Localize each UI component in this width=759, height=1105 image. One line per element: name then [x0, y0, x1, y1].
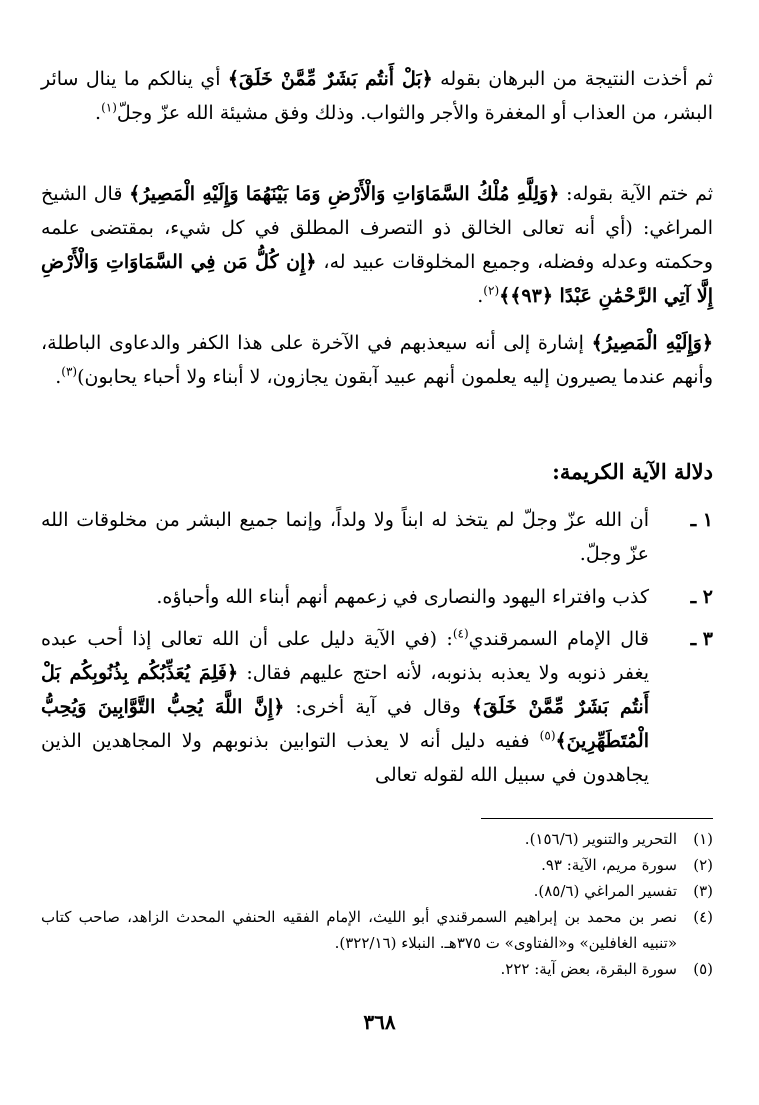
- footnote-text: نصر بن محمد بن إبراهيم السمرقندي أبو الليث، الإمام الفقيه الحنفي المحدث الزاهد، صاحب كتاب «تنبيه الغافلين» و«الفتاوى» ت ٣٧٥هـ. النبلاء (٣٢٢/١٦).: [41, 908, 677, 952]
- quran-verse: ﴿إِن كُلُّ مَن فِي السَّمَاوَاتِ وَالْأَرْضِ إِلَّا آتِي الرَّحْمَٰنِ عَبْدًا ﴿٩٣﴾﴾: [41, 251, 713, 307]
- footnote-text: تفسير المراغي (٨٥/٦).: [533, 882, 677, 900]
- list-item-number: ١ ـ: [690, 509, 713, 531]
- paragraph-end: .: [55, 366, 62, 388]
- quran-verse: ﴿وَإِلَيْهِ الْمَصِيرُ﴾: [591, 332, 713, 354]
- paragraph-2: [41, 177, 713, 313]
- list-item-text: [41, 622, 649, 792]
- paragraph-1: [41, 62, 713, 130]
- list-item-text-part: وقال في آية أخرى:: [284, 696, 472, 718]
- paragraph-text: قال الشيخ المراغي: (أي أنه تعالى الخالق ذو التصرف المطلق في كل شيء، بمقتضى علمه وحكمته وعدله وفضله، وجميع المخلوقات عبيد له،: [41, 183, 713, 273]
- list-item-text-part: قال الإمام السمرقندي: [468, 628, 649, 650]
- footnote-number: (١): [693, 830, 713, 848]
- paragraph-text: إشارة إلى أنه سيعذبهم في الآخرة على هذا الكفر والدعاوى الباطلة، وأنهم عندما يصيرون إليه يعلمون أنهم عبيد آبقون يجازون، لا أبناء ولا أحباء يحابون): [41, 332, 713, 388]
- footnotes: [41, 826, 713, 982]
- list-item-text-part: : (في الآية دليل على أن الله تعالى إذا أحب عبده يغفر ذنوبه ولا يعذبه بذنوبه، لأنه احتج عليهم فقال:: [41, 628, 649, 684]
- footnote: [41, 878, 713, 904]
- quran-verse: ﴿فَلِمَ يُعَذِّبُكُم بِذُنُوبِكُم بَلْ أَنتُم بَشَرٌ مِّمَّنْ خَلَقَ﴾: [41, 662, 649, 718]
- list-item-text: كذب وافتراء اليهود والنصارى في زعمهم أنهم أبناء الله وأحباؤه.: [156, 586, 649, 608]
- quran-verse: ﴿بَلْ أَنتُم بَشَرٌ مِّمَّنْ خَلَقَ﴾: [227, 68, 433, 90]
- paragraph-3: [41, 326, 713, 394]
- footnote-text: سورة البقرة، بعض آية: ٢٢٢.: [500, 960, 677, 978]
- footnote-number: (٤): [693, 908, 713, 926]
- footnote-number: (٣): [693, 882, 713, 900]
- footnote: [41, 826, 713, 852]
- footnote: [41, 852, 713, 878]
- footnote-reference[interactable]: (٣): [61, 364, 78, 379]
- footnote-text: التحرير والتنوير (١٥٦/٦).: [524, 830, 677, 848]
- paragraph-text: ثم ختم الآية بقوله:: [559, 183, 713, 205]
- footnote-divider: [481, 818, 713, 819]
- paragraph-text: أي ينالكم ما ينال سائر البشر، من العذاب أو المغفرة والأجر والثواب. وذلك وفق مشيئة الله عزّ وجلّ: [41, 68, 713, 124]
- footnote-number: (٥): [693, 960, 713, 978]
- footnote: [41, 904, 713, 956]
- list-item-number: ٣ ـ: [690, 628, 713, 650]
- footnote-reference[interactable]: (٤): [452, 626, 469, 641]
- quran-verse: ﴿إِنَّ اللَّهَ يُحِبُّ التَّوَّابِينَ وَيُحِبُّ الْمُتَطَهِّرِينَ﴾: [41, 696, 649, 752]
- list-item-number: ٢ ـ: [690, 586, 713, 608]
- quran-verse: ﴿وَلِلَّهِ مُلْكُ السَّمَاوَاتِ وَالْأَرْضِ وَمَا بَيْنَهُمَا وَإِلَيْهِ الْمَصِيرُ﴾: [129, 183, 560, 205]
- paragraph-end: .: [477, 285, 484, 307]
- list-item-text-part: ففيه دليل أنه لا يعذب التوابين بذنوبهم ولا المجاهدين الذين يجاهدون في سبيل الله لقوله تعالى: [41, 730, 649, 786]
- footnote-number: (٢): [693, 856, 713, 874]
- section-heading: دلالة الآية الكريمة:: [552, 459, 713, 484]
- footnote-reference[interactable]: (٥): [539, 728, 556, 743]
- list-item-text: أن الله عزّ وجلّ لم يتخذ له ابناً ولا ولداً، وإنما جميع البشر من مخلوقات الله عزّ وجلّ.: [41, 509, 649, 565]
- paragraph-text: ثم أخذت النتيجة من البرهان بقوله: [432, 68, 713, 90]
- footnote-text: سورة مريم، الآية: ٩٣.: [541, 856, 677, 874]
- page-number: ٣٦٨: [363, 1010, 396, 1034]
- footnote-reference[interactable]: (٢): [483, 283, 500, 298]
- footnote-reference[interactable]: (١): [101, 100, 117, 115]
- paragraph-end: .: [95, 102, 102, 124]
- footnote: [41, 956, 713, 982]
